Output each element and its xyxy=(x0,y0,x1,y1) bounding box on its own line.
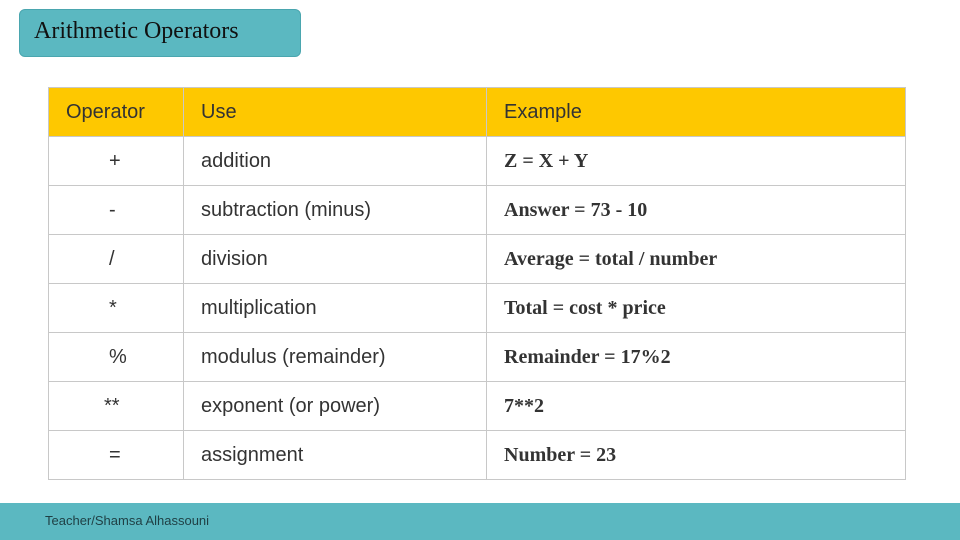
footer-author: Teacher/Shamsa Alhassouni xyxy=(45,513,210,528)
example-cell: Average = total / number xyxy=(487,235,906,284)
operator-cell: % xyxy=(49,333,184,382)
example-cell: Answer = 73 - 10 xyxy=(487,186,906,235)
example-cell: Remainder = 17%2 xyxy=(487,333,906,382)
use-cell: multiplication xyxy=(184,284,487,333)
example-cell: Total = cost * price xyxy=(487,284,906,333)
operator-cell: / xyxy=(49,235,184,284)
header-operator: Operator xyxy=(49,88,184,137)
use-cell: exponent (or power) xyxy=(184,382,487,431)
slide-title: Arithmetic Operators xyxy=(34,18,239,44)
example-cell: Z = X + Y xyxy=(487,137,906,186)
use-cell: addition xyxy=(184,137,487,186)
use-cell: modulus (remainder) xyxy=(184,333,487,382)
table-row xyxy=(49,186,906,235)
operator-cell: * xyxy=(49,284,184,333)
table-row xyxy=(49,382,906,431)
operator-cell: - xyxy=(49,186,184,235)
header-use: Use xyxy=(184,88,487,137)
title-box xyxy=(19,9,301,57)
example-cell: Number = 23 xyxy=(487,431,906,480)
example-cell: 7**2 xyxy=(487,382,906,431)
table-row xyxy=(49,431,906,480)
use-cell: assignment xyxy=(184,431,487,480)
table-row xyxy=(49,137,906,186)
header-example: Example xyxy=(487,88,906,137)
table-row xyxy=(49,284,906,333)
operator-cell: + xyxy=(49,137,184,186)
use-cell: division xyxy=(184,235,487,284)
operator-cell: ** xyxy=(49,382,184,431)
table-row xyxy=(49,235,906,284)
table-header-row xyxy=(49,88,906,137)
operators-table xyxy=(48,87,906,480)
use-cell: subtraction (minus) xyxy=(184,186,487,235)
operator-cell: = xyxy=(49,431,184,480)
table-row xyxy=(49,333,906,382)
